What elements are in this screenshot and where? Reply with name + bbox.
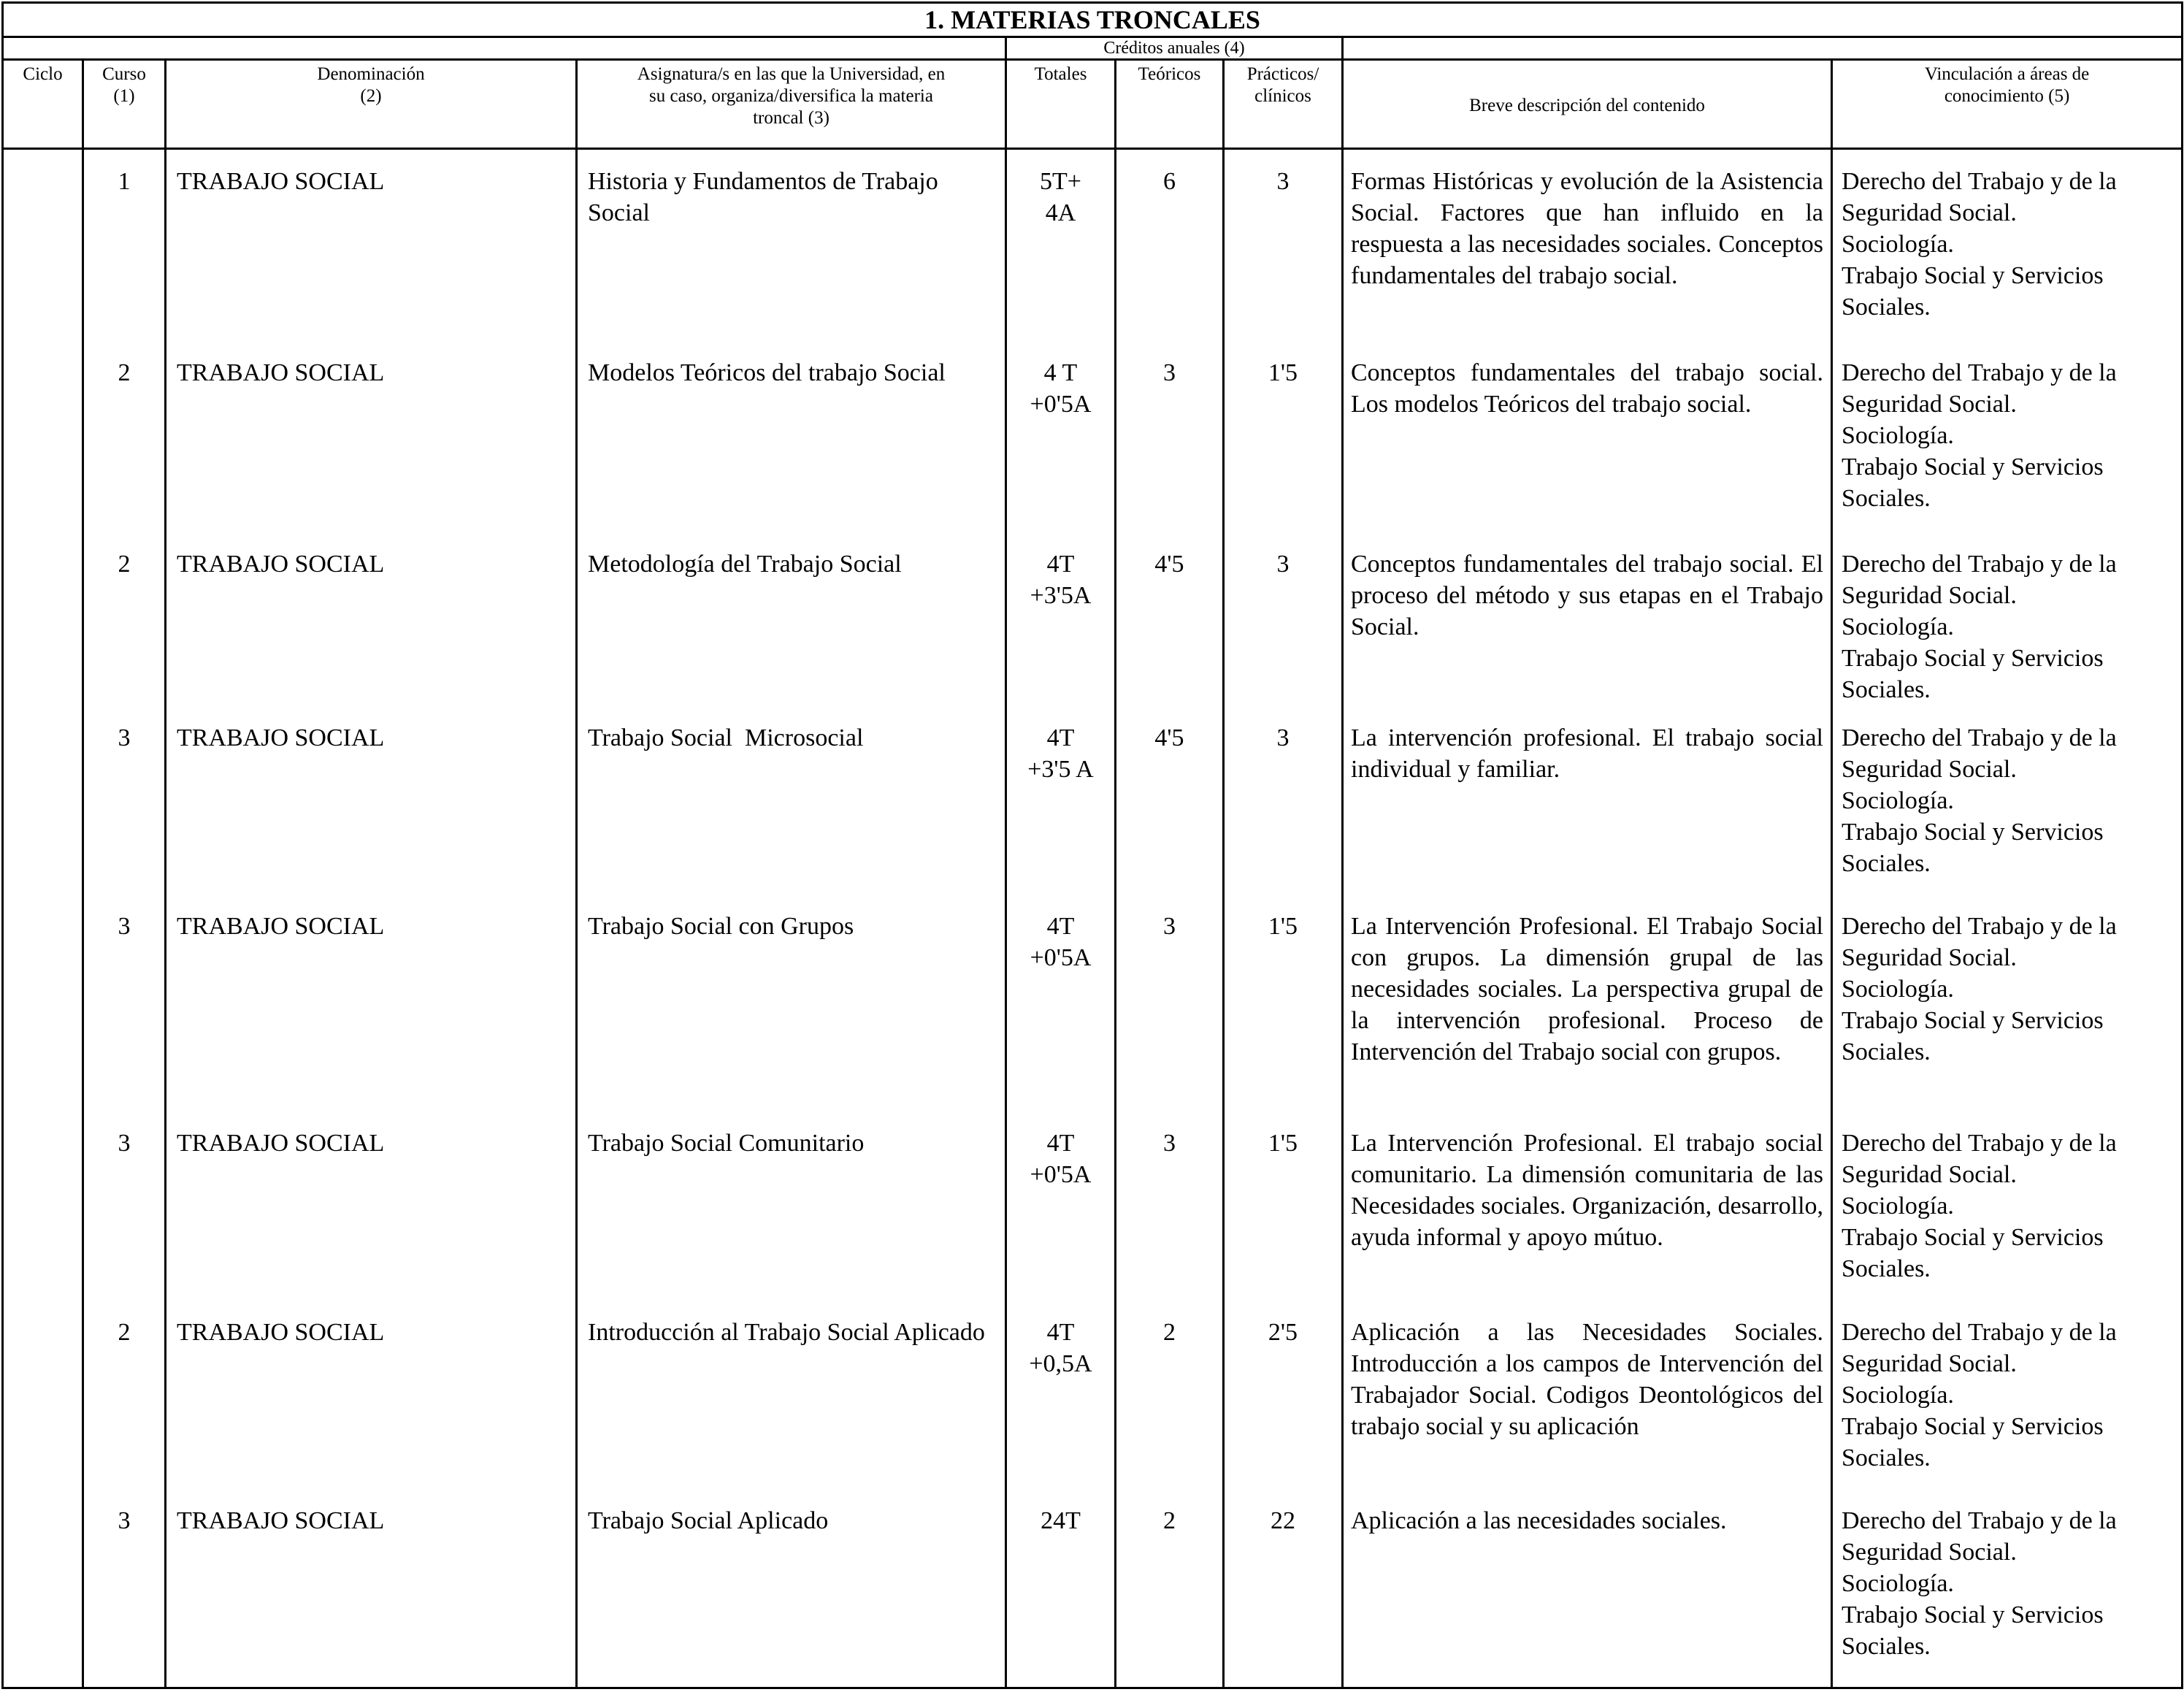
header-curso-note: (1) (113, 86, 135, 106)
header-practicos (1224, 60, 1343, 149)
teoricos-cell: 2 (1163, 1319, 1176, 1346)
asignatura-cell: Trabajo Social con Grupos (588, 913, 854, 940)
totales-line: +0'5A (1030, 1161, 1092, 1188)
column-asignatura (577, 149, 1006, 1688)
header-spacer-left (3, 37, 1006, 60)
denominacion-cell: TRABAJO SOCIAL (177, 1507, 385, 1534)
teoricos-cell: 2 (1163, 1507, 1176, 1534)
vinculacion-line: Trabajo Social y Servicios Sociales. (1842, 1007, 2104, 1065)
denominacion-cell: TRABAJO SOCIAL (177, 1130, 385, 1157)
vinculacion-line: Sociología. (1842, 1193, 1954, 1220)
vinculacion-line: Trabajo Social y Servicios Sociales. (1842, 453, 2104, 512)
table-title: 1. MATERIAS TRONCALES (3, 3, 2183, 37)
vinculacion-line: Derecho del Trabajo y de la Seguridad Social. (1842, 1130, 2117, 1188)
header-ciclo: Ciclo (3, 60, 83, 149)
denominacion-cell: TRABAJO SOCIAL (177, 168, 385, 195)
totales-line: 4T (1046, 551, 1075, 578)
header-vinculacion-line: conocimiento (5) (1944, 86, 2070, 106)
practicos-cell: 2'5 (1268, 1319, 1298, 1346)
denominacion-cell: TRABAJO SOCIAL (177, 359, 385, 386)
vinculacion-cell (1833, 911, 2181, 1068)
vinculacion-line: Sociología. (1842, 787, 1954, 814)
totales-line: +0'5A (1030, 944, 1092, 971)
vinculacion-line: Sociología. (1842, 613, 1954, 640)
denominacion-cell: TRABAJO SOCIAL (177, 551, 385, 578)
vinculacion-cell (1833, 1128, 2181, 1285)
vinculacion-line: Sociología. (1842, 1382, 1954, 1409)
totales-line: 5T+ (1040, 168, 1081, 195)
asignatura-cell: Trabajo Social Microsocial (588, 724, 864, 751)
vinculacion-cell (1833, 166, 2181, 323)
descripcion-cell: Conceptos fundamentales del trabajo social. Los modelos Teóricos del trabajo social. (1351, 359, 1823, 418)
totales-cell (1007, 357, 1114, 420)
totales-line: 4T (1046, 1319, 1075, 1346)
materias-troncales-table (1, 1, 2183, 1689)
header-practicos-line: Prácticos/ (1246, 64, 1319, 84)
header-curso-line: Curso (102, 64, 146, 84)
credits-group-header: Créditos anuales (4) (1006, 37, 1343, 60)
column-vinculacion (1832, 149, 2183, 1688)
vinculacion-line: Trabajo Social y Servicios Sociales. (1842, 645, 2104, 703)
vinculacion-cell (1833, 1505, 2181, 1662)
vinculacion-cell (1833, 548, 2181, 705)
vinculacion-line: Derecho del Trabajo y de la Seguridad Social. (1842, 359, 2117, 418)
vinculacion-line: Derecho del Trabajo y de la Seguridad Social. (1842, 168, 2117, 226)
header-totales: Totales (1006, 60, 1116, 149)
header-curso (83, 60, 166, 149)
teoricos-cell: 3 (1163, 359, 1176, 386)
curso-cell: 3 (118, 913, 131, 940)
totales-cell (1007, 166, 1114, 229)
vinculacion-line: Trabajo Social y Servicios Sociales. (1842, 1224, 2104, 1282)
practicos-cell: 1'5 (1268, 1130, 1298, 1157)
header-asignatura-line: Asignatura/s en las que la Universidad, en (637, 64, 946, 84)
vinculacion-line: Derecho del Trabajo y de la Seguridad Social. (1842, 724, 2117, 783)
totales-line: 4T (1046, 724, 1075, 751)
denominacion-cell: TRABAJO SOCIAL (177, 724, 385, 751)
totales-cell (1007, 1505, 1114, 1536)
vinculacion-line: Derecho del Trabajo y de la Seguridad Social. (1842, 1507, 2117, 1566)
descripcion-cell: La Intervención Profesional. El Trabajo Social con grupos. La dimensión grupal de las necesidades sociales. La perspectiva grupal de la intervención profesional. Proceso de Intervención del Trabajo social con grupos. (1351, 913, 1823, 1065)
totales-cell (1007, 1128, 1114, 1190)
vinculacion-cell (1833, 1317, 2181, 1474)
vinculacion-line: Derecho del Trabajo y de la Seguridad Social. (1842, 913, 2117, 971)
totales-line: +3'5 A (1027, 756, 1094, 783)
asignatura-cell: Trabajo Social Aplicado (588, 1507, 829, 1534)
vinculacion-line: Sociología. (1842, 1570, 1954, 1597)
vinculacion-line: Trabajo Social y Servicios Sociales. (1842, 819, 2104, 877)
curso-cell: 2 (118, 359, 131, 386)
totales-line: 4 T (1043, 359, 1078, 386)
asignatura-cell: Introducción al Trabajo Social Aplicado (588, 1319, 985, 1346)
header-denominacion-line: Denominación (317, 64, 425, 84)
vinculacion-cell (1833, 357, 2181, 514)
curso-cell: 2 (118, 551, 131, 578)
denominacion-cell: TRABAJO SOCIAL (177, 913, 385, 940)
curso-cell: 2 (118, 1319, 131, 1346)
vinculacion-line: Sociología. (1842, 422, 1954, 449)
asignatura-cell: Metodología del Trabajo Social (588, 551, 902, 578)
header-asignatura-line: troncal (3) (753, 108, 829, 128)
header-asignatura-line: su caso, organiza/diversifica la materia (649, 86, 933, 106)
vinculacion-line: Trabajo Social y Servicios Sociales. (1842, 262, 2104, 321)
header-denominacion (166, 60, 577, 149)
header-vinculacion (1832, 60, 2183, 149)
totales-cell (1007, 1317, 1114, 1379)
header-asignatura (577, 60, 1006, 149)
descripcion-cell: La intervención profesional. El trabajo social individual y familiar. (1351, 724, 1823, 783)
asignatura-cell: Trabajo Social Comunitario (588, 1130, 865, 1157)
vinculacion-line: Sociología. (1842, 231, 1954, 258)
practicos-cell: 3 (1276, 551, 1290, 578)
descripcion-cell: La Intervención Profesional. El trabajo social comunitario. La dimensión comunitaria de las Necesidades sociales. Organización, desarrollo, ayuda informal y apoyo mútuo. (1351, 1130, 1824, 1251)
teoricos-cell: 3 (1163, 1130, 1176, 1157)
vinculacion-line: Derecho del Trabajo y de la Seguridad Social. (1842, 551, 2117, 609)
totales-line: 4T (1046, 913, 1075, 940)
column-descripcion (1343, 149, 1832, 1688)
totales-line: 4T (1046, 1130, 1075, 1157)
column-curso (83, 149, 166, 1688)
column-ciclo (3, 149, 83, 1688)
totales-cell (1007, 911, 1114, 973)
vinculacion-cell (1833, 722, 2181, 879)
denominacion-cell: TRABAJO SOCIAL (177, 1319, 385, 1346)
vinculacion-line: Derecho del Trabajo y de la Seguridad Social. (1842, 1319, 2117, 1377)
totales-cell (1007, 548, 1114, 611)
totales-cell (1007, 722, 1114, 785)
curso-cell: 3 (118, 1130, 131, 1157)
header-practicos-line: clínicos (1254, 86, 1311, 106)
curso-cell: 1 (118, 168, 131, 195)
totales-line: +0'5A (1030, 391, 1092, 418)
header-teoricos: Teóricos (1116, 60, 1224, 149)
teoricos-cell: 4'5 (1154, 551, 1184, 578)
totales-line: 4A (1045, 199, 1076, 226)
totales-line: +3'5A (1030, 582, 1092, 609)
totales-line: 24T (1041, 1507, 1081, 1534)
teoricos-cell: 3 (1163, 913, 1176, 940)
descripcion-cell: Conceptos fundamentales del trabajo social. El proceso del método y sus etapas en el Trabajo Social. (1351, 551, 1823, 640)
practicos-cell: 22 (1271, 1507, 1295, 1534)
totales-line: +0,5A (1029, 1350, 1092, 1377)
practicos-cell: 1'5 (1268, 913, 1298, 940)
column-practicos (1224, 149, 1343, 1688)
descripcion-cell: Aplicación a las Necesidades Sociales. Introducción a los campos de Intervención del Trabajador Social. Codigos Deontológicos del trabajo social y su aplicación (1351, 1319, 1823, 1440)
header-descripcion: Breve descripción del contenido (1343, 60, 1832, 149)
teoricos-cell: 4'5 (1154, 724, 1184, 751)
descripcion-cell: Aplicación a las necesidades sociales. (1351, 1507, 1727, 1534)
header-spacer-right (1343, 37, 2183, 60)
asignatura-cell: Modelos Teóricos del trabajo Social (588, 359, 946, 386)
column-teoricos (1116, 149, 1224, 1688)
curso-cell: 3 (118, 724, 131, 751)
vinculacion-line: Trabajo Social y Servicios Sociales. (1842, 1601, 2104, 1660)
vinculacion-line: Sociología. (1842, 976, 1954, 1003)
header-vinculacion-line: Vinculación a áreas de (1924, 64, 2090, 84)
vinculacion-line: Trabajo Social y Servicios Sociales. (1842, 1413, 2104, 1471)
practicos-cell: 3 (1276, 168, 1290, 195)
column-denominacion (166, 149, 577, 1688)
practicos-cell: 1'5 (1268, 359, 1298, 386)
practicos-cell: 3 (1276, 724, 1290, 751)
curso-cell: 3 (118, 1507, 131, 1534)
asignatura-cell: Historia y Fundamentos de Trabajo Social (588, 168, 938, 226)
descripcion-cell: Formas Históricas y evolución de la Asistencia Social. Factores que han influido en la respuesta a las necesidades sociales. Conceptos fundamentales del trabajo social. (1351, 168, 1823, 289)
column-totales (1006, 149, 1116, 1688)
teoricos-cell: 6 (1163, 168, 1176, 195)
header-denominacion-note: (2) (360, 86, 382, 106)
